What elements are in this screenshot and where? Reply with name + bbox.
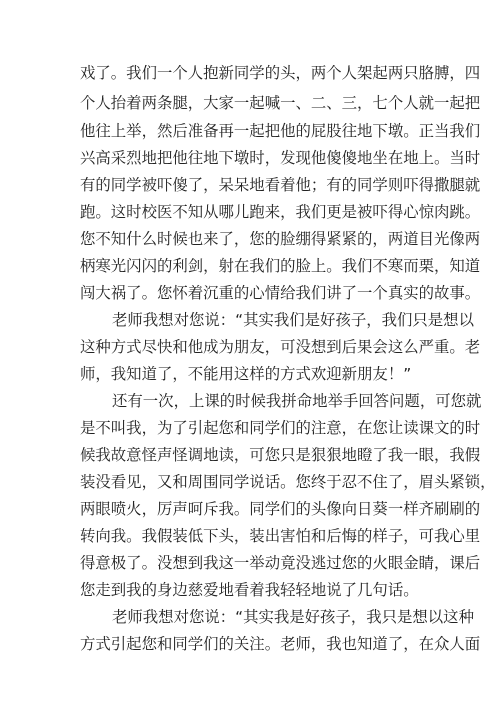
text-line: 是不叫我，为了引起您和同学们的注意，在您让读课文的时 (80, 419, 481, 437)
text-line: 戏了。我们一个人抱新同学的头，两个人架起两只胳膊，四 (80, 64, 481, 82)
paragraph-first-line: 老师我想对您说：“其实我是好孩子，我只是想以这种 (112, 608, 474, 626)
text-line: 跑。这时校医不知从哪儿跑来，我们更是被吓得心惊肉跳。 (80, 203, 481, 221)
paragraph-first-line: 还有一次，上课的时候我拼命地举手回答问题，可您就 (112, 392, 482, 410)
text-line: 兴高采烈地把他往地下墩时，发现他傻傻地坐在地上。当时 (80, 149, 481, 167)
text-line: 个人抬着两条腿，大家一起喊一、二、三，七个人就一起把 (80, 94, 481, 112)
text-line: 柄寒光闪闪的利剑，射在我们的脸上。我们不寒而栗，知道 (80, 257, 481, 275)
text-line: 他往上举，然后准备再一起把他的屁股往地下墩。正当我们 (80, 122, 481, 140)
text-line: 这种方式尽快和他成为朋友，可没想到后果会这么严重。老 (80, 338, 481, 356)
text-line: 转向我。我假装低下头，装出害怕和后悔的样子，可我心里 (80, 527, 481, 545)
text-line: 师，我知道了，不能用这样的方式欢迎新朋友！” (80, 365, 412, 383)
text-line: 得意极了。没想到我这一举动竟没逃过您的火眼金睛，课后 (80, 554, 481, 572)
text-line: 有的同学被吓傻了，呆呆地看着他；有的同学则吓得撒腿就 (80, 176, 481, 194)
paragraph-first-line: 老师我想对您说：“其实我们是好孩子，我们只是想以 (112, 311, 474, 329)
text-line: 两眼喷火，厉声呵斥我。同学们的头像向日葵一样齐刷刷的 (80, 500, 481, 518)
text-line: 装没看见，又和周围同学说话。您终于忍不住了，眉头紧锁， (80, 473, 496, 491)
text-line: 闯大祸了。您怀着沉重的心情给我们讲了一个真实的故事。 (80, 284, 481, 302)
text-line: 您不知什么时候也来了，您的脸绷得紧紧的，两道目光像两 (80, 230, 481, 248)
text-line: 候我故意怪声怪调地读，可您只是狠狠地瞪了我一眼，我假 (80, 446, 481, 464)
text-line: 您走到我的身边慈爱地看着我轻轻地说了几句话。 (80, 581, 419, 599)
text-line: 方式引起您和同学们的关注。老师，我也知道了，在众人面 (80, 635, 481, 653)
